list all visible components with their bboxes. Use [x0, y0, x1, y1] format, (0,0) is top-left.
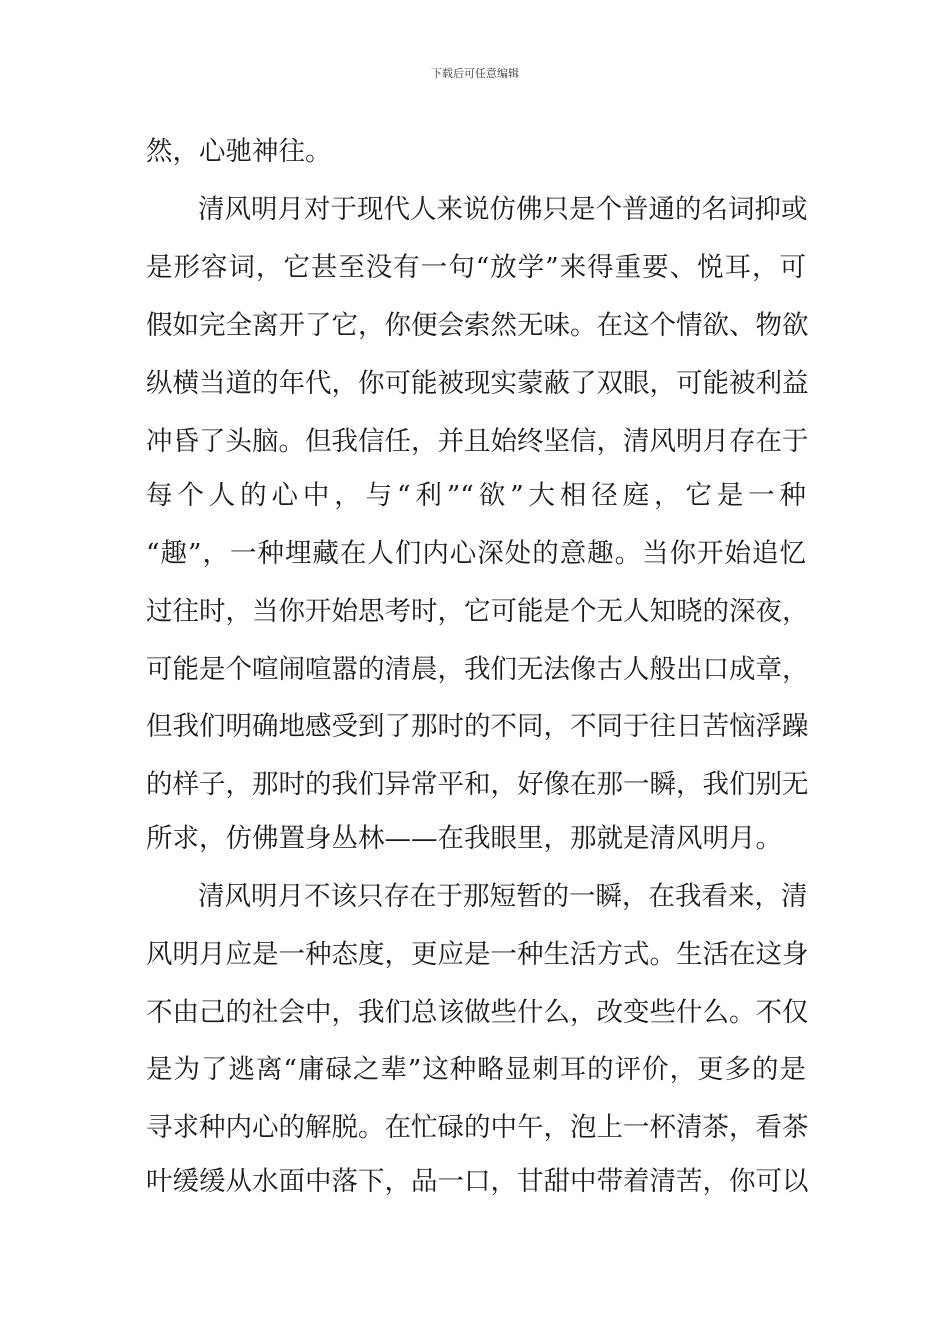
text-line: 但我们明确地感受到了那时的不同，不同于往日苦恼浮躁: [146, 711, 809, 742]
text-line: 过往时，当你开始思考时，它可能是个无人知晓的深夜，: [146, 596, 809, 627]
text-line: 然，心驰神往。: [146, 136, 332, 167]
paragraph-first-line: 清风明月不该只存在于那短暂的一瞬，在我看来，清: [198, 881, 808, 912]
text-line: 冲昏了头脑。但我信任，并且始终坚信，清风明月存在于: [146, 426, 809, 457]
text-line: 风明月应是一种态度，更应是一种生活方式。生活在这身: [146, 939, 809, 970]
text-line: 假如完全离开了它，你便会索然无味。在这个情欲、物欲: [146, 310, 809, 341]
text-line: 每个人的心中，与“利”“欲”大相径庭，它是一种: [146, 480, 806, 511]
text-line: 叶缓缓从水面中落下，品一口，甘甜中带着清苦，你可以: [146, 1166, 809, 1197]
text-line: 纵横当道的年代，你可能被现实蒙蔽了双眼，可能被利益: [146, 368, 809, 399]
paragraph-first-line: 清风明月对于现代人来说仿佛只是个普通的名词抑或: [198, 194, 808, 225]
text-line: 可能是个喧闹喧嚣的清晨，我们无法像古人般出口成章，: [146, 654, 809, 685]
text-line: 的样子，那时的我们异常平和，好像在那一瞬，我们别无: [146, 769, 809, 800]
page-header: 下载后可任意编辑: [431, 67, 519, 80]
text-line: 是为了逃离“庸碌之辈”这种略显刺耳的评价，更多的是: [146, 1054, 806, 1085]
text-line: 寻求种内心的解脱。在忙碌的中午，泡上一杯清茶，看茶: [146, 1112, 809, 1143]
text-line: “趣”，一种埋藏在人们内心深处的意趣。当你开始追忆: [146, 538, 806, 569]
text-line: 不由己的社会中，我们总该做些什么，改变些什么。不仅: [146, 997, 809, 1028]
text-line: 所求，仿佛置身丛林——在我眼里，那就是清风明月。: [146, 823, 782, 854]
text-line: 是形容词，它甚至没有一句“放学”来得重要、悦耳，可: [146, 252, 806, 283]
